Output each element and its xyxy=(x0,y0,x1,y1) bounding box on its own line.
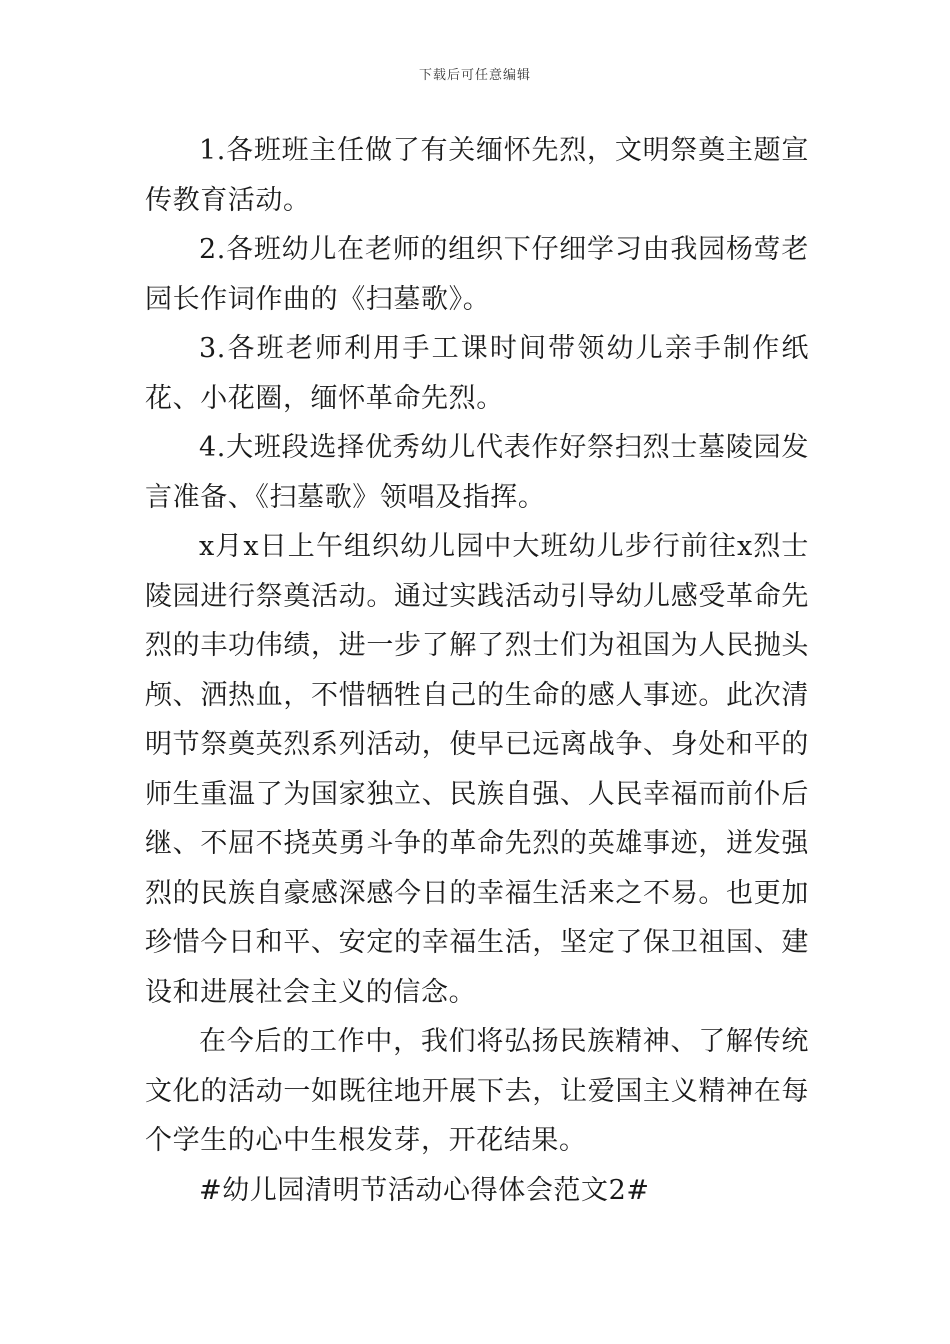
document-body xyxy=(145,126,809,1215)
paragraph-item-3: 3.各班老师利用手工课时间带领幼儿亲手制作纸花、小花圈，缅怀革命先烈。 xyxy=(145,333,809,414)
page-header-note: 下载后可任意编辑 xyxy=(418,68,531,83)
paragraph-memorial-activity: x月x日上午组织幼儿园中大班幼儿步行前往x烈士陵园进行祭奠活动。通过实践活动引导幼儿感受革命先烈的丰功伟绩，进一步了解了烈士们为祖国为人民抛头颅、洒热血，不惜牺牲自己的生命的感人事迹。此次清明节祭奠英烈系列活动，使早已远离战争、身处和平的师生重温了为国家独立、民族自强、人民幸福而前仆后继、不屈不挠英勇斗争的革命先烈的英雄事迹，迸发强烈的民族自豪感深感今日的幸福生活来之不易。也更加珍惜今日和平、安定的幸福生活，坚定了保卫祖国、建设和进展社会主义的信念。 xyxy=(145,531,809,1008)
paragraph-item-1: 1.各班班主任做了有关缅怀先烈，文明祭奠主题宣传教育活动。 xyxy=(145,135,809,216)
paragraph-item-2: 2.各班幼儿在老师的组织下仔细学习由我园杨莺老园长作词作曲的《扫墓歌》。 xyxy=(145,234,809,315)
section-heading-sample-2: #幼儿园清明节活动心得体会范文2# xyxy=(199,1174,650,1206)
paragraph-item-4: 4.大班段选择优秀幼儿代表作好祭扫烈士墓陵园发言准备、《扫墓歌》领唱及指挥。 xyxy=(145,432,809,513)
paragraph-future-work: 在今后的工作中，我们将弘扬民族精神、了解传统文化的活动一如既往地开展下去，让爱国主义精神在每个学生的心中生根发芽，开花结果。 xyxy=(145,1026,809,1156)
